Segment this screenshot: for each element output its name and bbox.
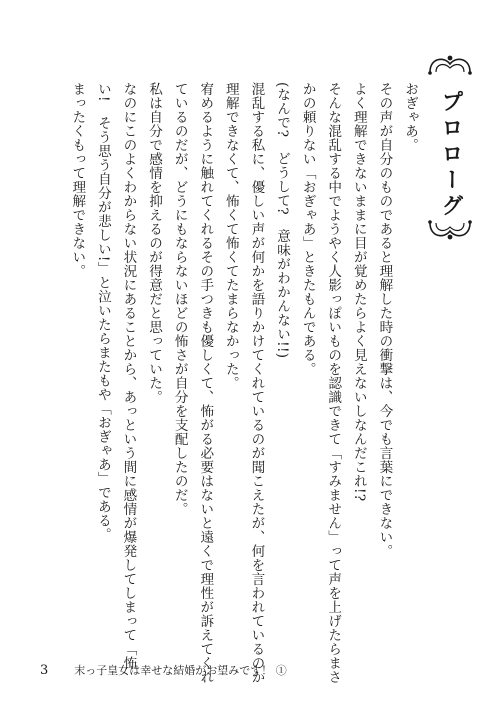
text-line: なのにこのよくわからない状況にあることから、あっという間に感情が爆発してしまって「怖 [120,82,137,670]
text-line: そんな混乱する中でようやく人影っぽいものを認識できて「すみません」って声を上げたらまさ [325,82,342,684]
page-number: 3 [40,663,49,678]
text-line: よく理解できないままに目が覚めたらよく見えないしなんだこれ!? [350,82,367,502]
text-line: ているのだが、どうにもならないほどの怖さが自分を支配したのだ。 [171,82,188,516]
text-line: 理解できなくて、怖くて怖くてたまらなかった。 [222,82,239,390]
text-line: 宥めるように触れてくれるその手つきも優しくて、怖がる必要はないと遠くで理性が訴えてくれ [197,82,214,684]
text-line: い! そう思う自分が悲しい!」と泣いたらまたもや「おぎゃあ」である。 [94,82,111,542]
text-line: その声が自分のものであると理解した時の衝撃は、今でも言葉にできない。 [376,82,393,558]
chapter-title: プロローグ [438,90,463,220]
page-footer [40,662,287,678]
text-line: 混乱する私に、優しい声が何かを語りかけてくれているのが聞こえたが、何を言われているのか [248,82,265,684]
text-line: 私は自分で感情を抑えるのが得意だと思っていた。 [146,82,163,404]
text-line: おぎゃあ。 [402,82,418,152]
text-line: かの頼りない「おぎゃあ」ときたもんである。 [299,82,316,376]
ornament-bottom-icon [426,217,474,245]
book-title: 末っ子皇女は幸せな結婚がお望みです！ ① [74,664,287,677]
text-line: まったくもって理解できない。 [69,82,86,278]
ornament-top-icon [426,50,474,78]
chapter-heading [426,50,474,245]
text-line: (なんで? どうして? 意味がわかんない!!) [274,82,291,359]
